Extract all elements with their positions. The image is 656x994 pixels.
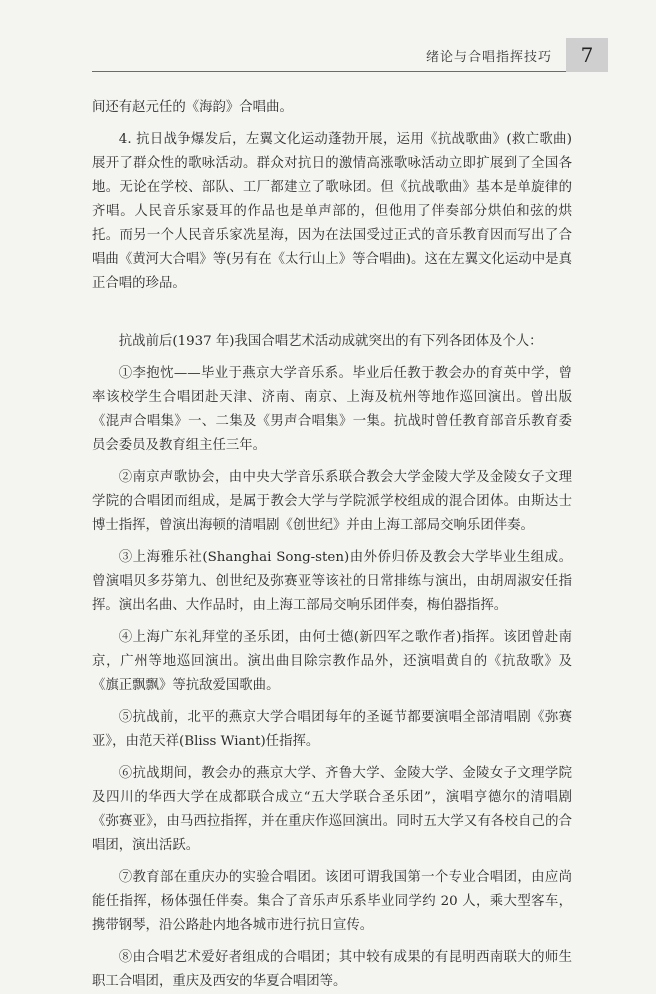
paragraph-continuation: 间还有赵元任的《海韵》合唱曲。	[92, 100, 293, 115]
paragraph-list-4: ④上海广东礼拜堂的圣乐团，由何士德(新四军之歌作者)指挥。该团曾赴南京，广州等地巡回演出。演出曲目除宗教作品外，还演唱黄自的《抗敌歌》及《旗正飘飘》等抗敌爱国歌曲。	[92, 630, 572, 693]
page-number: 7	[566, 38, 608, 72]
header-title: 绪论与合唱指挥技巧	[425, 50, 552, 65]
body-text	[92, 96, 572, 994]
paragraph-intro: 抗战前后(1937 年)我国合唱艺术活动成就突出的有下列各团体及个人：	[118, 334, 543, 349]
paragraph-list-2: ②南京声歌协会，由中央大学音乐系联合教会大学金陵大学及金陵女子文理学院的合唱团而组成，是属于教会大学与学院派学校组成的混合团体。由斯达士博士指挥，曾演出海顿的清唱剧《创世纪》并由上海工部局交响乐团伴奏。	[92, 470, 572, 533]
paragraph-list-1: ①李抱忱——毕业于燕京大学音乐系。毕业后任教于教会办的育英中学，曾率该校学生合唱团赴天津、济南、南京、上海及杭州等地作巡回演出。曾出版《混声合唱集》一、二集及《男声合唱集》一集。抗战时曾任教育部音乐教育委员会委员及教育组主任三年。	[92, 366, 572, 453]
paragraph-list-8: ⑧由合唱艺术爱好者组成的合唱团；其中较有成果的有昆明西南联大的师生职工合唱团，重庆及西安的华夏合唱团等。	[92, 950, 572, 989]
running-header	[92, 38, 656, 74]
paragraph-list-7: ⑦教育部在重庆办的实验合唱团。该团可谓我国第一个专业合唱团，由应尚能任指挥，杨体强任伴奏。集合了音乐声乐系毕业同学约 20 人，乘大型客车，携带钢琴，沿公路赴内地各城市进行抗日宣传。	[92, 870, 572, 933]
paragraph-list-3: ③上海雅乐社(Shanghai Song-sten)由外侨归侨及教会大学毕业生组成。曾演唱贝多芬第九、创世纪及弥赛亚等该社的日常排练与演出，由胡周淑安任指挥。演出名曲、大作品时，由上海工部局交响乐团伴奏，梅伯器指挥。	[92, 550, 572, 613]
paragraph-item-4: 4. 抗日战争爆发后，左翼文化运动蓬勃开展，运用《抗战歌曲》(救亡歌曲)展开了群众性的歌咏活动。群众对抗日的激情高涨歌咏活动立即扩展到了全国各地。无论在学校、部队、工厂都建立了歌咏团。但《抗战歌曲》基本是单旋律的齐唱。人民音乐家聂耳的作品也是单声部的，但他用了伴奏部分烘伯和弦的烘托。而另一个人民音乐家冼星海，因为在法国受过正式的音乐教育因而写出了合唱曲《黄河大合唱》等(另有在《太行山上》等合唱曲)。这在左翼文化运动中是真正合唱的珍品。	[92, 132, 572, 291]
paragraph-list-5: ⑤抗战前，北平的燕京大学合唱团每年的圣诞节都要演唱全部清唱剧《弥赛亚》，由范天祥(Bliss Wiant)任指挥。	[92, 710, 572, 749]
paragraph-list-6: ⑥抗战期间，教会办的燕京大学、齐鲁大学、金陵大学、金陵女子文理学院及四川的华西大学在成都联合成立“五大学联合圣乐团”，演唱亨德尔的清唱剧《弥赛亚》，由马西拉指挥，并在重庆作巡回演出。同时五大学又有各校自己的合唱团，演出活跃。	[92, 766, 572, 853]
header-rule	[92, 71, 590, 72]
